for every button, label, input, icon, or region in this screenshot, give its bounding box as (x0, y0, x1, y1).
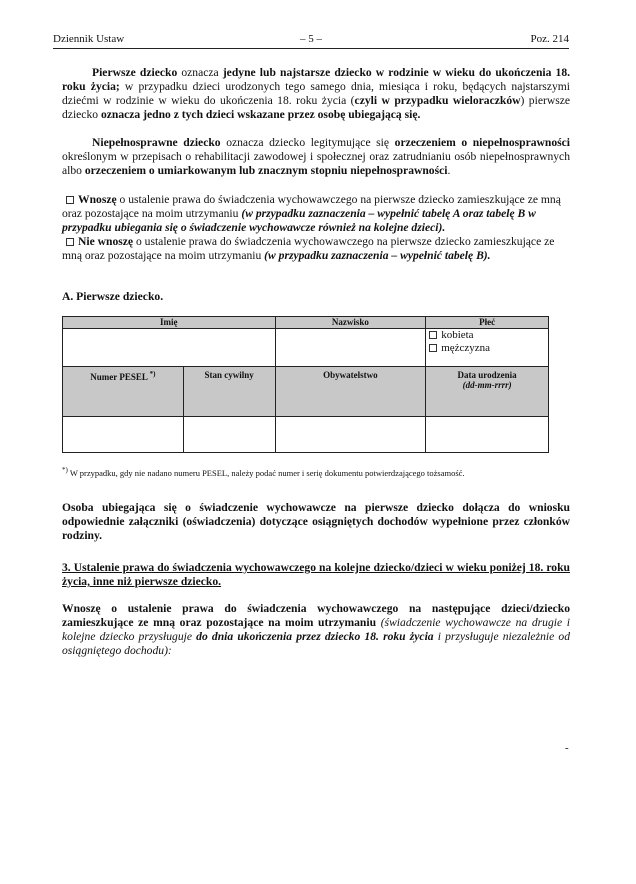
request-paragraph (62, 602, 570, 658)
text: czyli w przypadku wieloraczków (354, 94, 521, 107)
definition-first-child (62, 66, 570, 122)
text: oznacza jedno z tych dzieci wskazane przez osobę ubiegającą się. (100, 108, 421, 121)
text: (w przypadku zaznaczenia – wypełnić tabelę B). (264, 249, 491, 262)
header-pesel (63, 367, 184, 417)
journal-name: Dziennik Ustaw (53, 33, 125, 45)
birth-date-field[interactable] (426, 417, 549, 453)
option-male[interactable] (426, 342, 548, 355)
header-citizenship: Obywatelstwo (275, 367, 426, 417)
date-format: (dd-mm-rrrr) (462, 380, 512, 390)
text: jedyne lub najstarsze dziecko w rodzinie w wieku do ukończenia 18. roku życia; (62, 66, 571, 93)
text: o ustalenie prawa do świadczenia wychowawczego na pierwsze dziecko zamieszkujące ze mną oraz pozostające na moim utrzymaniu (62, 235, 555, 262)
checkbox-icon[interactable] (429, 331, 437, 339)
text: Wnoszę (78, 193, 117, 206)
text: Wnoszę o ustalenie prawa do świadczenia wychowawczego na następujące dzieci/dziecko zamieszkujące ze mną oraz pozostające na moim utrzymaniu (62, 602, 570, 629)
text: określonym w przepisach o rehabilitacji zawodowej i społecznej oraz zatrudnianiu osób niepełnosprawnych albo (62, 150, 570, 177)
text: Osoba ubiegająca się o świadczenie wychowawcze na pierwsze dziecko dołącza do wniosku odpowiednie załączniki (oświadczenia) dotyczące osiągniętych dochodów wypełnione przez członków rodziny. (62, 501, 570, 542)
header-last-name: Nazwisko (275, 317, 426, 329)
first-name-field[interactable] (63, 329, 276, 367)
text: i przysługuje niezależnie od osiągniętego dochodu): (62, 630, 571, 657)
definition-disabled-child (62, 136, 570, 178)
text: mężczyzna (441, 342, 491, 354)
footnote-mark: *) (149, 370, 156, 378)
text: A. Pierwsze dziecko. (62, 290, 164, 303)
citizenship-field[interactable] (275, 417, 426, 453)
footnote (62, 466, 465, 478)
attachments-note (62, 501, 570, 543)
checkbox-not-apply[interactable] (66, 238, 74, 246)
text: oznacza dziecko legitymujące się (220, 136, 395, 149)
text: (w przypadku zaznaczenia – wypełnić tabelę A oraz tabelę B w przypadku ubiegania się o świadczenie wychowawcze również na kolejne dzieci). (62, 207, 536, 234)
marital-status-field[interactable] (183, 417, 275, 453)
header-sex (426, 317, 549, 329)
text: Numer PESEL (90, 372, 148, 382)
first-child-table (62, 316, 549, 453)
checkbox-icon[interactable] (429, 344, 437, 352)
page-number: – 5 – (300, 33, 322, 45)
text: Płeć (479, 317, 496, 327)
text: 3. Ustalenie prawa do świadczenia wychowawczego na kolejne dziecko/dzieci w wieku poniżej 18. roku życia, inne niż pierwsze dziecko. (62, 561, 570, 588)
section-3-title (62, 561, 570, 589)
last-name-field[interactable] (275, 329, 426, 367)
position-number: Poz. 214 (530, 33, 569, 45)
header-first-name: Imię (63, 317, 276, 329)
text: (świadczenie wychowawcze na drugie i kolejne dziecko przysługuje (62, 616, 570, 643)
text: w przypadku dzieci urodzonych tego samego dnia, miesiąca i roku, będących najstarszymi dziećmi w rodzinie w wieku do ukończenia 18. roku życia ( (62, 80, 570, 107)
sex-options (426, 329, 549, 367)
text: oznacza (177, 66, 223, 79)
trailing-mark: - (565, 742, 569, 754)
text: W przypadku, gdy nie nadano numeru PESEL, należy podać numer i serię dokumentu potwierdzającego tożsamość. (67, 467, 465, 478)
text: Data urodzenia (457, 370, 517, 380)
option-female[interactable] (426, 329, 548, 342)
section-a-title (62, 290, 570, 304)
header-marital-status: Stan cywilny (183, 367, 275, 417)
term: Pierwsze dziecko (92, 66, 178, 79)
option-not-apply (62, 235, 570, 263)
text: do dnia ukończenia przez dziecko 18. roku życia (196, 630, 434, 643)
header-birth-date (426, 367, 549, 417)
checkbox-apply[interactable] (66, 196, 74, 204)
text: ) pierwsze dziecko (62, 94, 570, 121)
page-header (53, 33, 569, 49)
footnote-mark: *) (62, 466, 68, 474)
text: kobieta (441, 329, 474, 341)
pesel-field[interactable] (63, 417, 184, 453)
text: Nie wnoszę (78, 235, 134, 248)
text: . (447, 164, 451, 177)
text: o ustalenie prawa do świadczenia wychowawczego na pierwsze dziecko zamieszkujące ze mną oraz pozostające na moim utrzymaniu (62, 193, 561, 220)
text: orzeczeniem o niepełnosprawności (394, 136, 571, 149)
text: orzeczeniem o umiarkowanym lub znacznym stopniu niepełnosprawności (84, 164, 448, 177)
term: Niepełnosprawne dziecko (92, 136, 221, 149)
option-apply (62, 193, 570, 235)
